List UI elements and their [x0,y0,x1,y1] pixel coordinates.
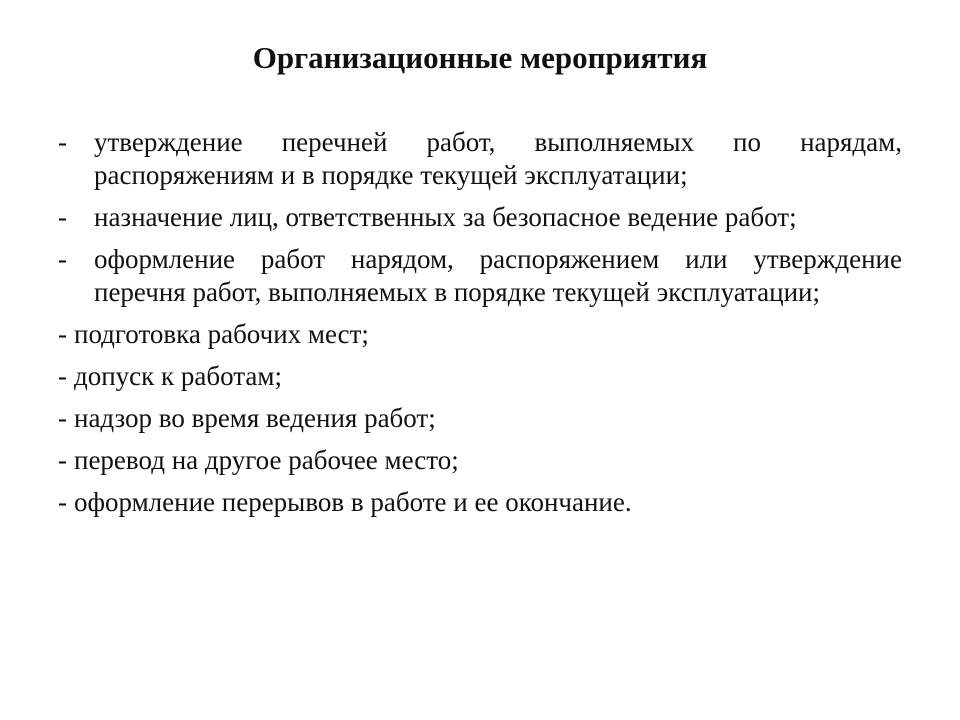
list-item-text: оформление работ нарядом, распоряжением или утверждение перечня работ, выполняемых в порядке текущей эксплуатации; [94,244,902,307]
list-item [58,126,902,192]
list-item [58,243,902,309]
measures-list [58,126,902,528]
list-item [58,486,902,519]
list-dash: - [58,487,67,517]
list-item-text: перевод на другое рабочее место; [74,445,459,475]
list-dash: - [58,361,67,391]
list-dash: - [58,445,67,475]
list-dash: - [58,319,67,349]
list-item-text: надзор во время ведения работ; [74,403,436,433]
list-item [58,444,902,477]
list-item [58,360,902,393]
list-item [58,201,902,234]
list-dash: - [58,127,67,157]
list-dash: - [58,244,67,274]
list-item-text: утверждение перечней работ, выполняемых по нарядам, распоряжениям и в порядке текущей эксплуатации; [94,127,902,190]
list-item-text: допуск к работам; [74,361,282,391]
slide-title: Организационные мероприятия [252,40,708,75]
list-dash: - [58,202,67,232]
list-item [58,318,902,351]
list-dash: - [58,403,67,433]
list-item [58,402,902,435]
list-item-text: назначение лиц, ответственных за безопасное ведение работ; [94,202,797,232]
list-item-text: подготовка рабочих мест; [74,319,369,349]
list-item-text: оформление перерывов в работе и ее окончание. [74,487,632,517]
